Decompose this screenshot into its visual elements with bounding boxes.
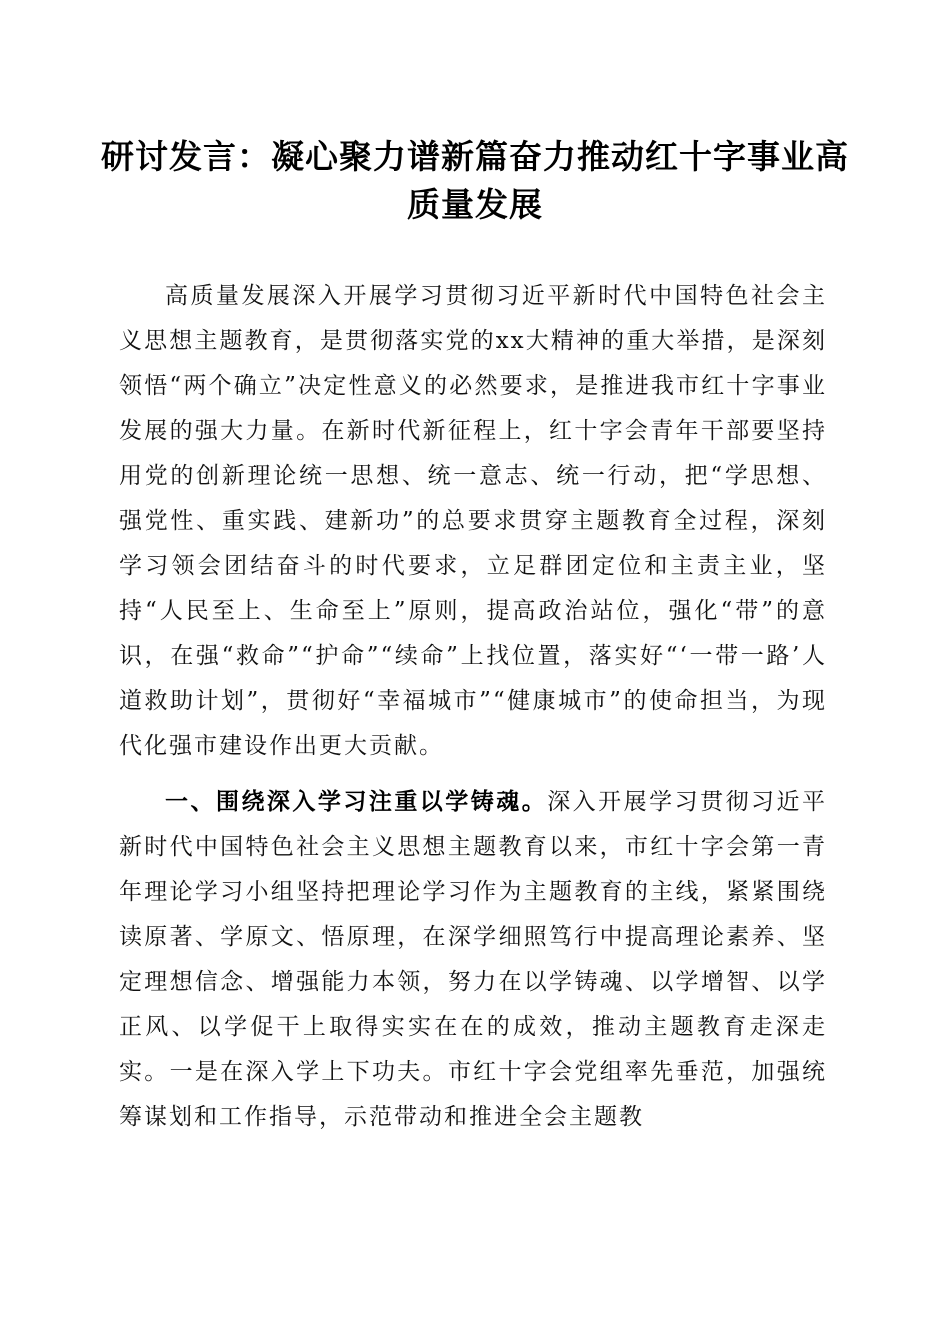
document-body (119, 274, 827, 1140)
paragraph-text: 高质量发展深入开展学习贯彻习近平新时代中国特色社会主义思想主题教育，是贯彻落实党的xx大精神的重大举措，是深刻领悟“两个确立”决定性意义的必然要求，是推进我市红十字事业发展的强大力量。在新时代新征程上，红十字会青年干部要坚持用党的创新理论统一思想、统一意志、统一行动，把“学思想、强党性、重实践、建新功”的总要求贯穿主题教育全过程，深刻学习领会团结奋斗的时代要求，立足群团定位和主责主业，坚持“人民至上、生命至上”原则，提高政治站位，强化“带”的意识，在强“救命”“护命”“续命”上找位置，落实好“‘一带一路’人道救助计划”，贯彻好“幸福城市”“健康城市”的使命担当，为现代化强市建设作出更大贡献。 (119, 283, 827, 759)
document-title: 研讨发言：凝心聚力谱新篇奋力推动红十字事业高质量发展 (101, 137, 849, 224)
paragraph-text: 深入开展学习贯彻习近平新时代中国特色社会主义思想主题教育以来，市红十字会第一青年理论学习小组坚持把理论学习作为主题教育的主线，紧紧围绕读原著、学原文、悟原理，在深学细照笃行中提高理论素养、坚定理想信念、增强能力本领，努力在以学铸魂、以学增智、以学正风、以学促干上取得实实在在的成效，推动主题教育走深走实。一是在深入学上下功夫。市红十字会党组率先垂范，加强统筹谋划和工作指导，示范带动和推进全会主题教 (119, 789, 828, 1130)
section-heading: 一、围绕深入学习注重以学铸魂。 (165, 788, 548, 815)
paragraph-intro (119, 274, 827, 769)
paragraph-section-1 (119, 779, 827, 1140)
